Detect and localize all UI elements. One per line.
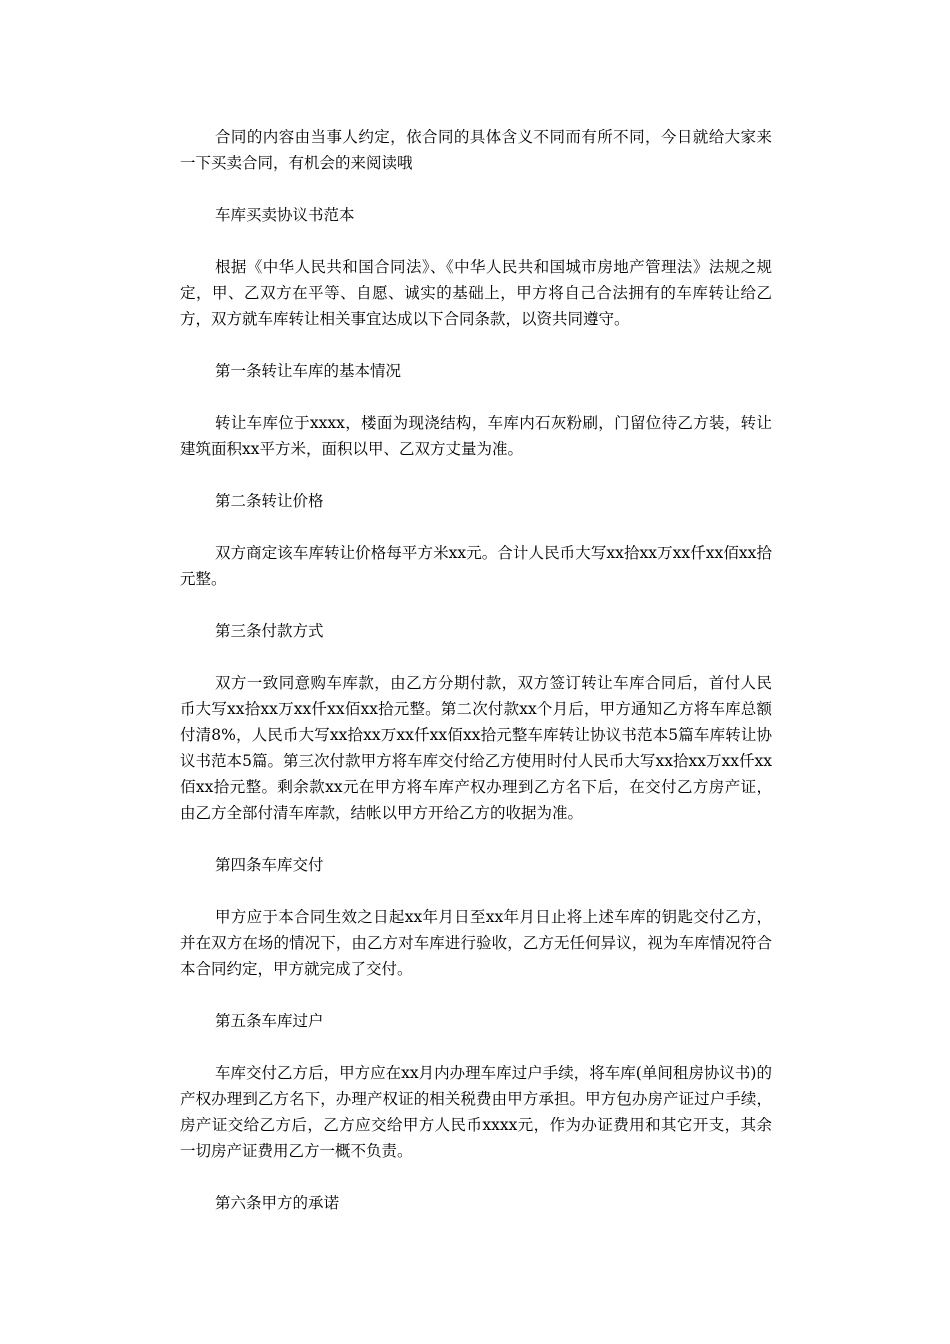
article-3-paragraph: 双方一致同意购车库款，由乙方分期付款，双方签订转让车库合同后，首付人民币大写xx拾xx万xx仟xx佰xx拾元整。第二次付款xx个月后，甲方通知乙方将车库总额付清8%，人民币大写xx拾xx万xx仟xx佰xx拾元整车库转让协议书范本5篇车库转让协议书范本5篇。第三次付款甲方将车库交付给乙方使用时付人民币大写xx拾xx万xx仟xx佰xx拾元整。剩余款xx元在甲方将车库产权办理到乙方名下后，在交付乙方房产证，由乙方全部付清车库款，结帐以甲方开给乙方的收据为准。 <box>180 674 772 822</box>
article-5-paragraph: 车库交付乙方后，甲方应在xx月内办理车库过户手续，将车库(单间租房协议书)的产权办理到乙方名下，办理产权证的相关税费由甲方承担。甲方包办房产证过户手续，房产证交给乙方后，乙方应交给甲方人民币xxxx元，作为办证费用和其它开支，其余一切房产证费用乙方一概不负责。 <box>180 1064 772 1160</box>
article-6-heading: 第六条甲方的承诺 <box>215 1194 340 1212</box>
article-2-heading: 第二条转让价格 <box>215 492 324 510</box>
intro-paragraph: 合同的内容由当事人约定，依合同的具体含义不同而有所不同，今日就给大家来一下买卖合同，有机会的来阅读哦 <box>180 128 772 172</box>
article-4-paragraph: 甲方应于本合同生效之日起xx年月日至xx年月日止将上述车库的钥匙交付乙方，并在双方在场的情况下，由乙方对车库进行验收，乙方无任何异议，视为车库情况符合本合同约定，甲方就完成了交付。 <box>180 908 772 978</box>
article-5-heading: 第五条车库过户 <box>215 1012 324 1030</box>
article-2-paragraph: 双方商定该车库转让价格每平方米xx元。合计人民币大写xx拾xx万xx仟xx佰xx拾元整。 <box>180 544 772 588</box>
preamble-paragraph: 根据《中华人民共和国合同法》、《中华人民共和国城市房地产管理法》法规之规定，甲、乙双方在平等、自愿、诚实的基础上，甲方将自己合法拥有的车库转让给乙方，双方就车库转让相关事宜达成以下合同条款，以资共同遵守。 <box>180 258 772 328</box>
document-title: 车库买卖协议书范本 <box>215 206 355 224</box>
article-1-paragraph: 转让车库位于xxxx，楼面为现浇结构，车库内石灰粉刷，门留位待乙方装，转让建筑面积xx平方米，面积以甲、乙双方丈量为准。 <box>180 414 772 458</box>
article-3-heading: 第三条付款方式 <box>215 622 324 640</box>
document-body <box>180 124 772 1242</box>
article-1-heading: 第一条转让车库的基本情况 <box>215 362 402 380</box>
article-4-heading: 第四条车库交付 <box>215 856 324 874</box>
